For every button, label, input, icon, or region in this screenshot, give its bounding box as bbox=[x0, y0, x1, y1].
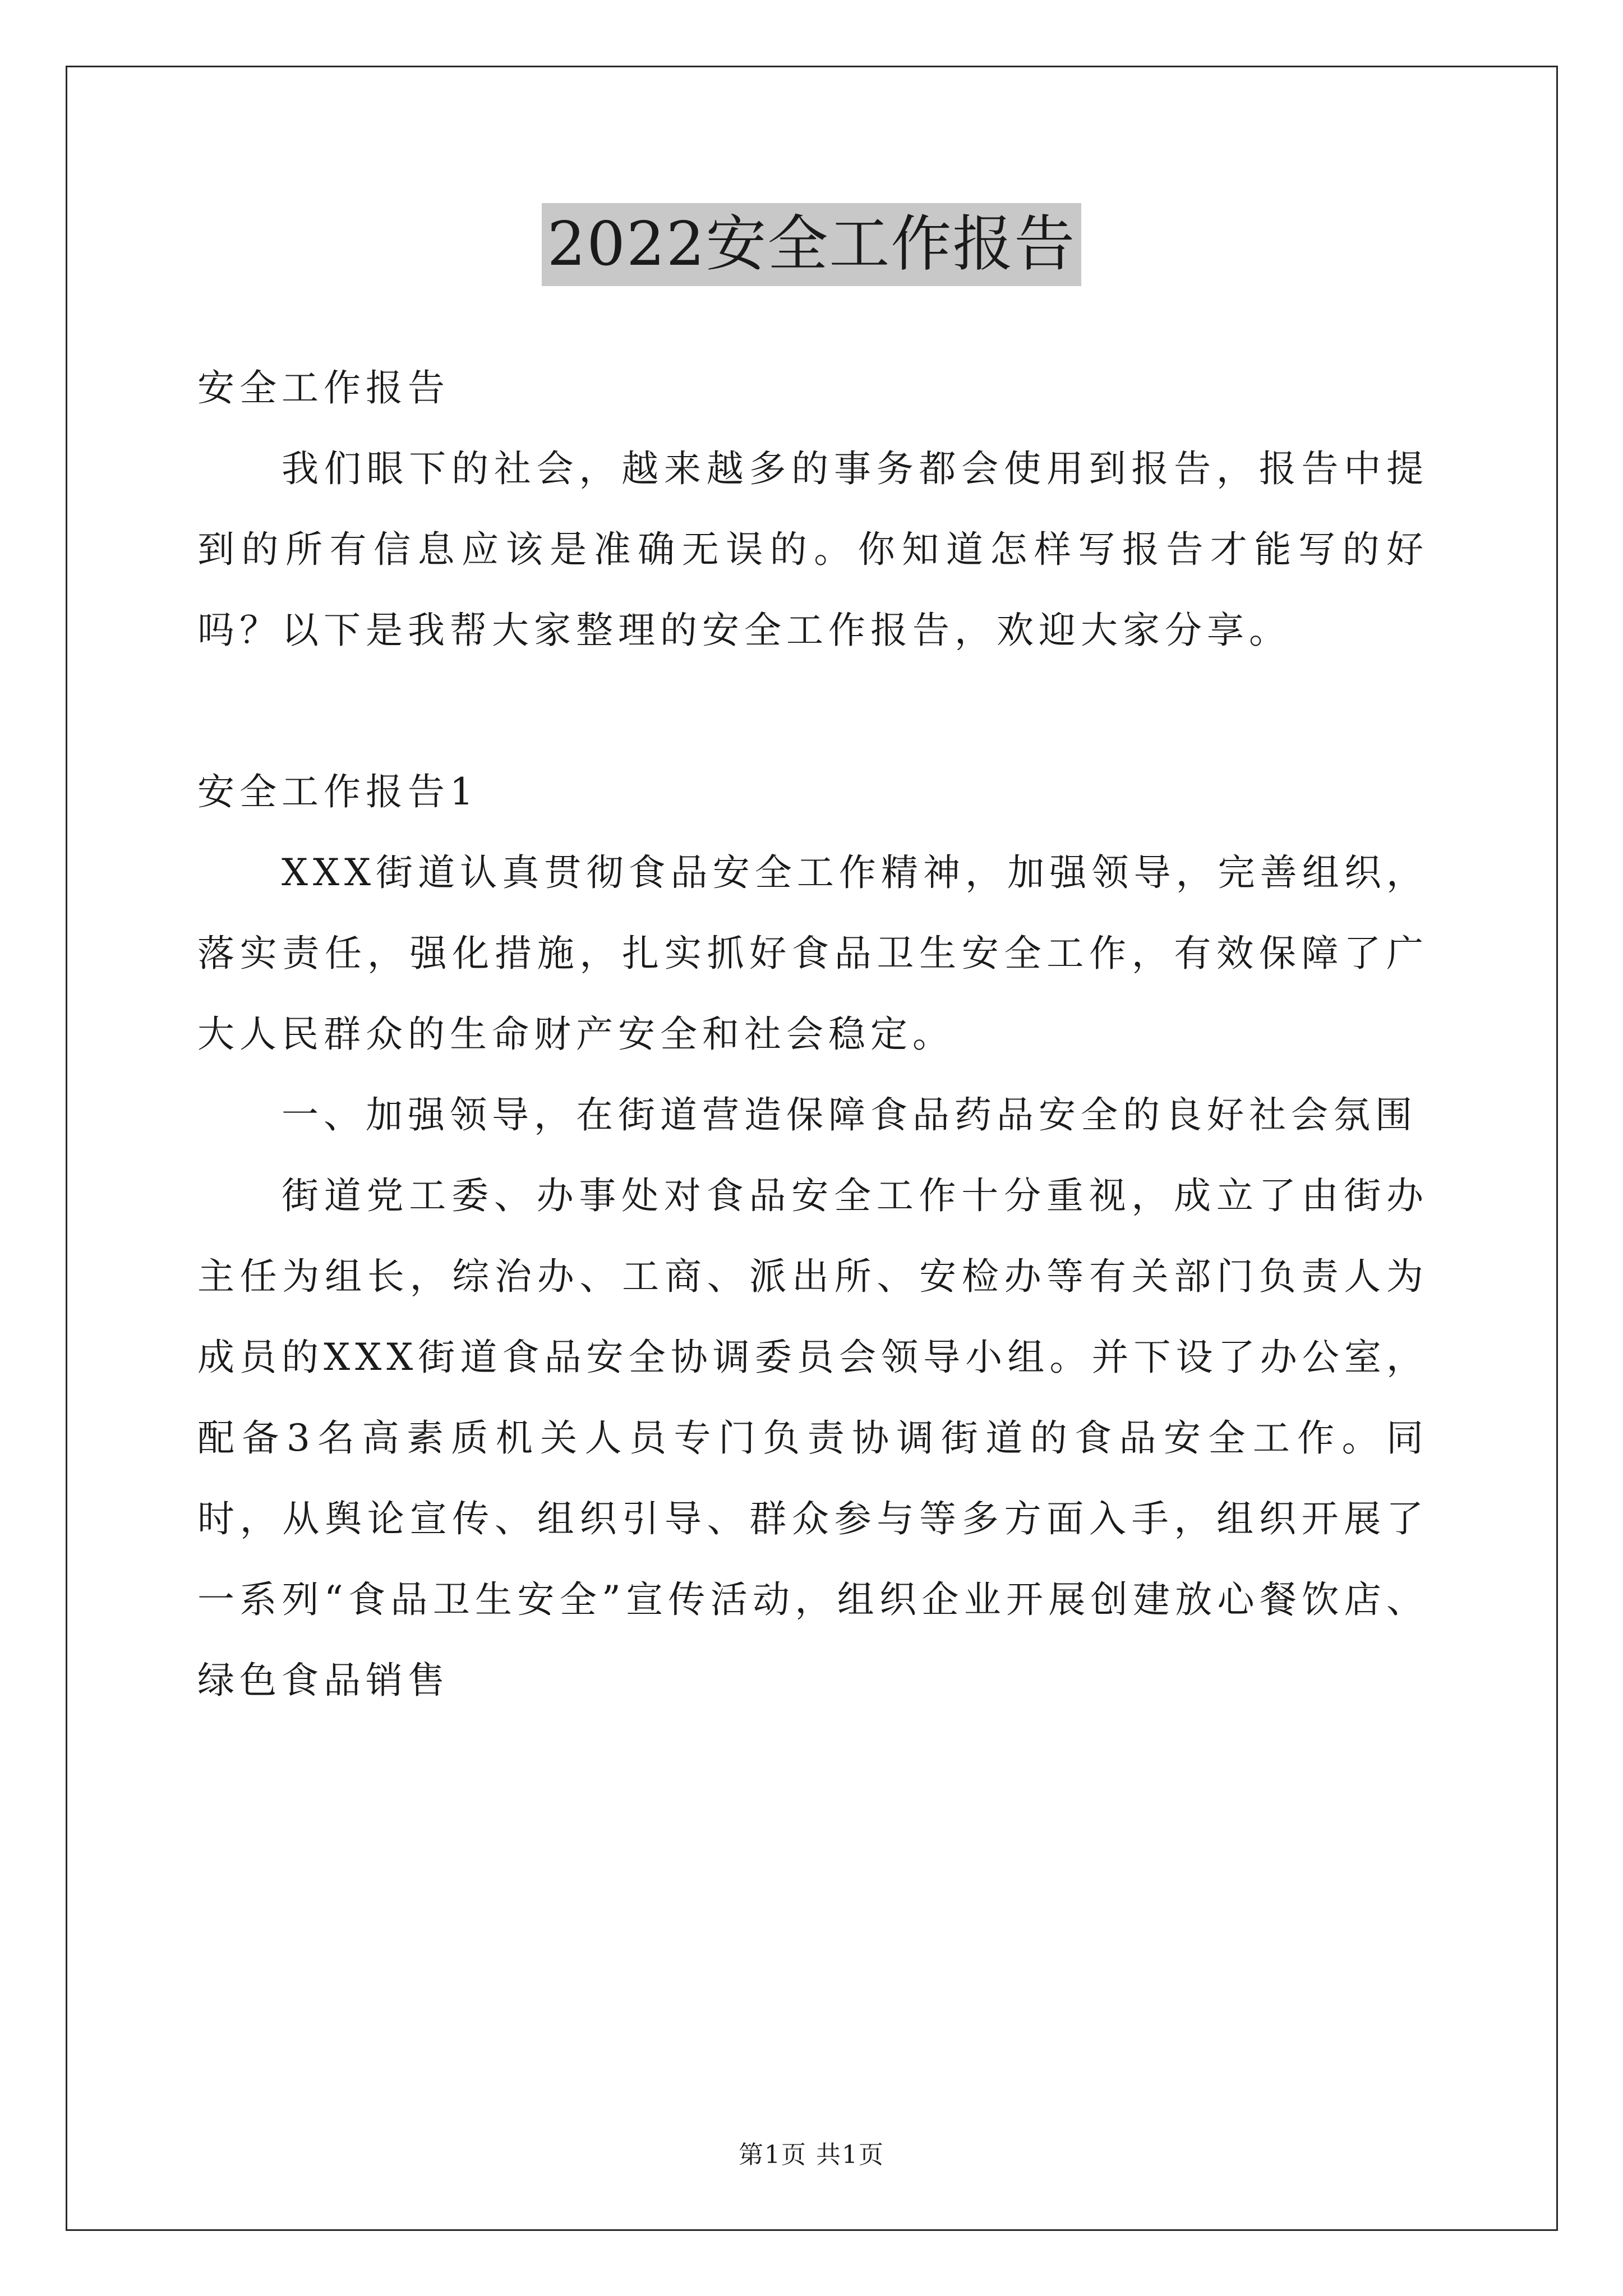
title-container bbox=[0, 203, 1623, 286]
section-heading: 安全工作报告1 bbox=[197, 770, 478, 813]
body-paragraph: 一、加强领导，在街道营造保障食品药品安全的良好社会氛围 bbox=[282, 1093, 1417, 1137]
subtitle: 安全工作报告 bbox=[197, 366, 450, 409]
intro-paragraph: 我们眼下的社会，越来越多的事务都会使用到报告，报告中提到的所有信息应该是准确无误的。你知道怎样写报告才能写的好吗？以下是我帮大家整理的安全工作报告，欢迎大家分享。 bbox=[197, 447, 1428, 652]
body-paragraph: XXX街道认真贯彻食品安全工作精神，加强领导，完善组织，落实责任，强化措施，扎实抓好食品卫生安全工作，有效保障了广大人民群众的生命财产安全和社会稳定。 bbox=[197, 851, 1428, 1056]
document-body bbox=[197, 348, 1428, 1721]
document-title: 2022安全工作报告 bbox=[542, 203, 1082, 286]
page-footer: 第1页 共1页 bbox=[739, 2141, 884, 2169]
body-paragraph: 街道党工委、办事处对食品安全工作十分重视，成立了由街办主任为组长，综治办、工商、派出所、安检办等有关部门负责人为成员的XXX街道食品安全协调委员会领导小组。并下设了办公室，配备3名高素质机关人员专门负责协调街道的食品安全工作。同时，从舆论宣传、组织引导、群众参与等多方面入手，组织开展了一系列“食品卫生安全”宣传活动，组织企业开展创建放心餐饮店、绿色食品销售 bbox=[197, 1174, 1428, 1702]
